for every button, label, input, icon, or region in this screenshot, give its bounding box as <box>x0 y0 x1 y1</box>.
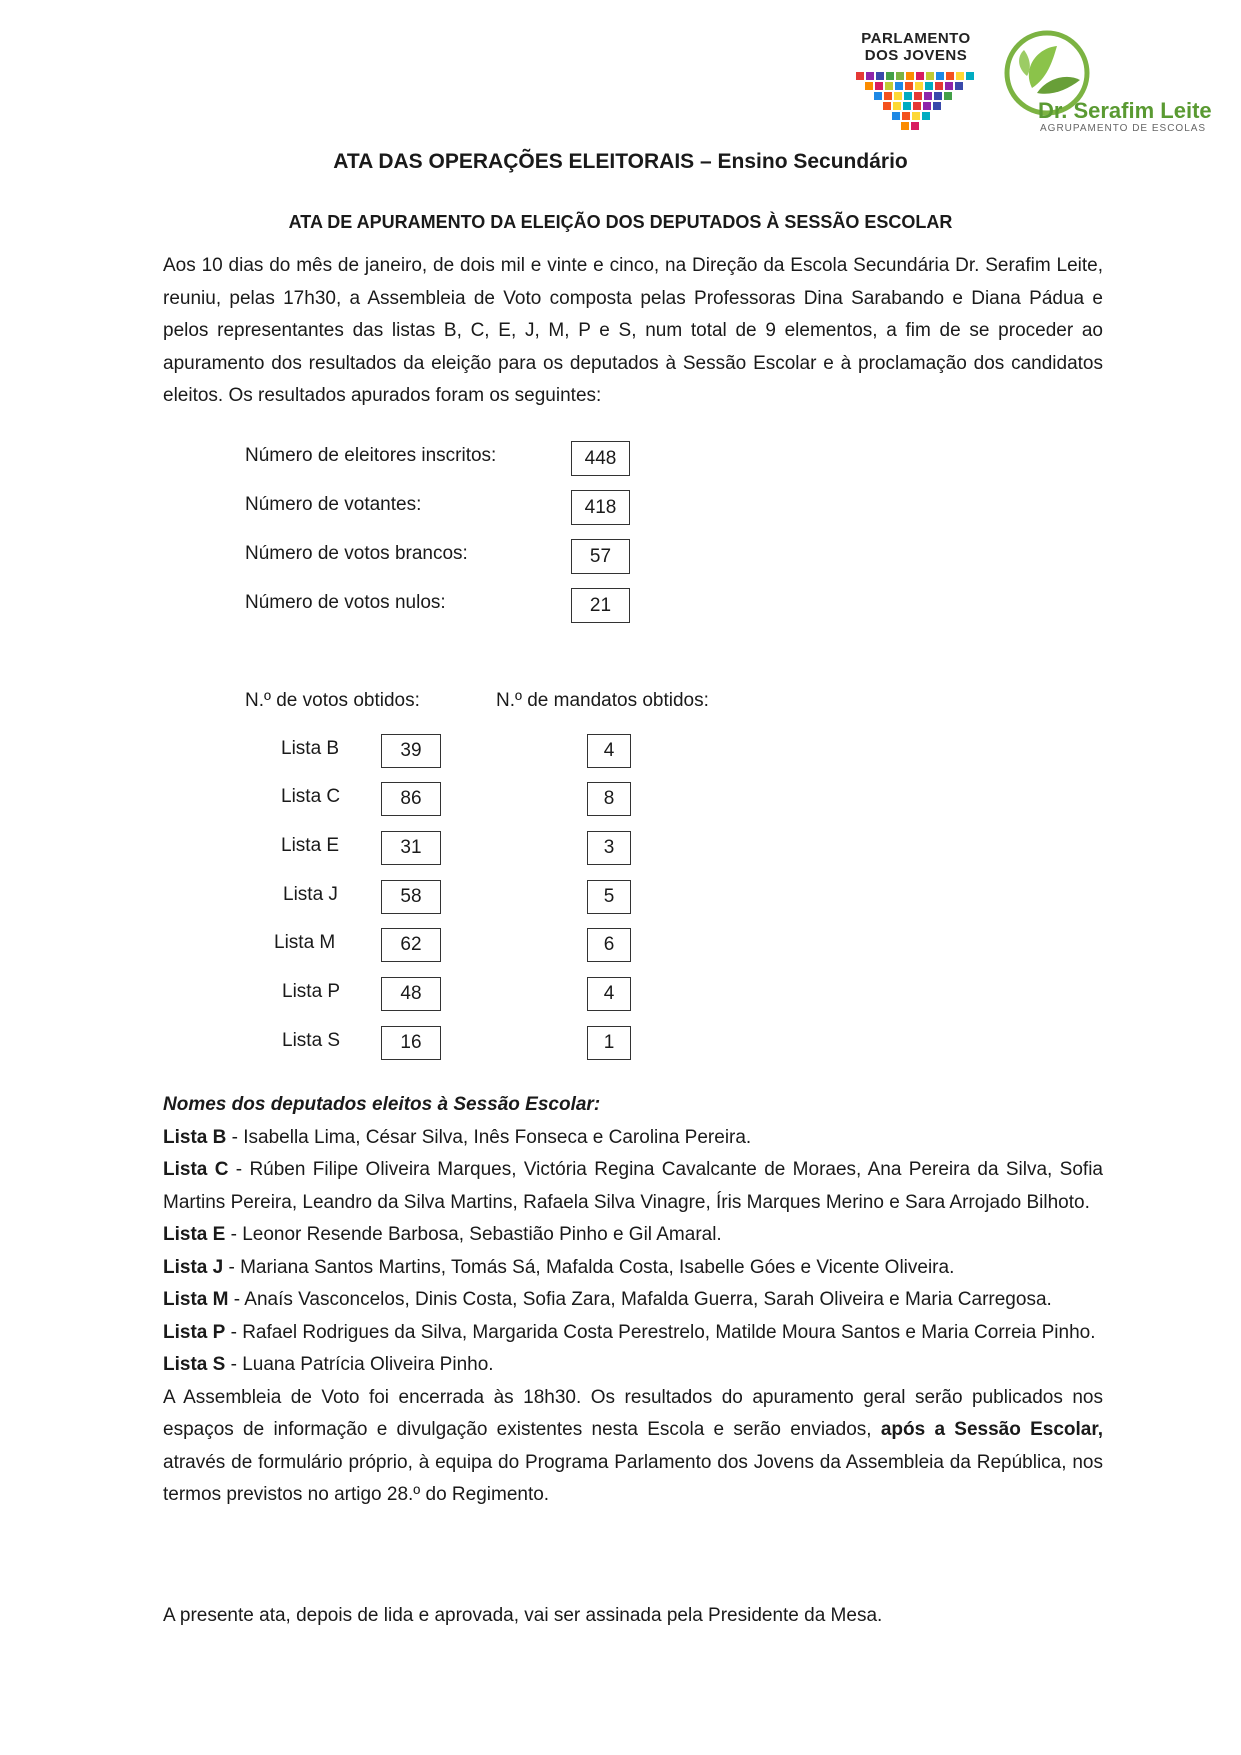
mosaic-tile <box>865 82 873 90</box>
total-label: Número de votos nulos: <box>245 592 446 613</box>
mandates-value: 4 <box>603 740 615 761</box>
list-label: Lista B <box>281 738 340 759</box>
document-subtitle: ATA DE APURAMENTO DA ELEIÇÃO DOS DEPUTADOS À SESSÃO ESCOLAR <box>288 212 953 232</box>
mosaic-tile <box>896 72 904 80</box>
total-value: 418 <box>584 497 617 518</box>
mosaic-tile <box>874 92 882 100</box>
closing-text-2: através de formulário próprio, à equipa do Programa Parlamento dos Jovens da Assembleia da República, nos termos previstos no artigo 28.º do Regimento. <box>163 1451 1103 1505</box>
mandates-value: 3 <box>603 837 615 858</box>
elected-list-label: Lista B <box>163 1126 227 1148</box>
mandates-box <box>587 734 631 768</box>
mosaic-tile <box>894 92 902 100</box>
mosaic-tile <box>926 72 934 80</box>
elected-list-item <box>163 1317 1103 1350</box>
elected-list-names: - Rúben Filipe Oliveira Marques, Victória Regina Cavalcante de Moraes, Ana Pereira da Silva, Sofia Martins Pereira, Leandro da Silva Martins, Rafaela Silva Vinagre, Íris Marques Merino e Sara Arrojado Bilhoto. <box>163 1159 1103 1213</box>
closing-text-1: A Assembleia de Voto foi encerrada às 18h30. Os resultados do apuramento geral serão publicados nos espaços de informação e divulgação existentes nesta Escola e serão enviados, <box>163 1386 1103 1440</box>
elected-list-item <box>163 1154 1103 1219</box>
elected-heading: Nomes dos deputados eleitos à Sessão Escolar: <box>163 1094 601 1115</box>
votes-value: 31 <box>400 837 422 858</box>
school-logo-name: Dr. Serafim Leite <box>1038 98 1212 123</box>
total-value: 21 <box>589 595 612 616</box>
total-label: Número de votos brancos: <box>245 543 468 564</box>
votes-box <box>381 734 441 768</box>
list-label: Lista M <box>274 932 336 953</box>
list-label: Lista C <box>281 786 341 807</box>
votes-box <box>381 977 441 1011</box>
elected-list-names: - Anaís Vasconcelos, Dinis Costa, Sofia Zara, Mafalda Guerra, Sarah Oliveira e Maria Carregosa. <box>228 1289 1052 1310</box>
mosaic-tile <box>884 92 892 100</box>
mandates-value: 5 <box>603 886 615 907</box>
mosaic-tile <box>936 72 944 80</box>
mosaic-tile <box>945 82 953 90</box>
total-value: 448 <box>584 448 617 469</box>
mosaic-tile <box>905 82 913 90</box>
pj-logo-line2: DOS JOVENS <box>864 47 968 64</box>
intro-paragraph: Aos 10 dias do mês de janeiro, de dois mil e vinte e cinco, na Direção da Escola Secundária Dr. Serafim Leite, reuniu, pelas 17h30, a Assembleia de Voto composta pelas Professoras Dina Sarabando e Diana Pádua e pelos representantes das listas B, C, E, J, M, P e S, num total de 9 elementos, a fim de se proceder ao apuramento dos resultados da eleição para os deputados à Sessão Escolar e à proclamação dos candidatos eleitos. Os resultados apurados foram os seguintes: <box>163 255 1103 406</box>
mandates-value: 6 <box>603 934 615 955</box>
mandates-box <box>587 831 631 865</box>
elected-list-label: Lista S <box>163 1354 226 1375</box>
total-value: 57 <box>589 546 612 567</box>
elected-list-names: - Luana Patrícia Oliveira Pinho. <box>225 1354 494 1375</box>
votes-value: 86 <box>400 788 422 809</box>
votes-box <box>381 1026 441 1060</box>
elected-list-label: Lista P <box>163 1321 226 1343</box>
pj-mosaic-icon <box>856 72 976 142</box>
votes-value: 58 <box>400 886 422 907</box>
elected-list-item <box>163 1252 1103 1285</box>
mosaic-tile <box>895 82 903 90</box>
mosaic-tile <box>925 82 933 90</box>
parlamento-jovens-logo <box>850 30 982 142</box>
mosaic-tile <box>886 72 894 80</box>
total-value-box <box>571 441 630 476</box>
mosaic-tile <box>915 82 923 90</box>
mosaic-tile <box>912 112 920 120</box>
mosaic-tile <box>934 92 942 100</box>
mosaic-tile <box>966 72 974 80</box>
mosaic-tile <box>935 82 943 90</box>
final-paragraph: A presente ata, depois de lida e aprovada, vai ser assinada pela Presidente da Mesa. <box>163 1605 883 1626</box>
mandates-box <box>587 977 631 1011</box>
elected-list-item <box>163 1349 1103 1382</box>
elected-list-label: Lista C <box>163 1159 229 1180</box>
mandates-value: 8 <box>603 788 615 809</box>
mandates-value: 4 <box>603 983 615 1004</box>
pj-logo-line1: PARLAMENTO <box>861 30 971 47</box>
mandates-box <box>587 1026 631 1060</box>
mandates-box <box>587 782 631 816</box>
closing-paragraph <box>163 1382 1103 1512</box>
school-logo-subtitle: AGRUPAMENTO DE ESCOLAS <box>1040 123 1207 134</box>
votes-box <box>381 782 441 816</box>
total-label: Número de votantes: <box>245 494 422 515</box>
mosaic-tile <box>922 112 930 120</box>
closing-text-bold: após a Sessão Escolar, <box>880 1419 1103 1440</box>
elected-list-item <box>163 1219 1103 1252</box>
votes-box <box>381 831 441 865</box>
mosaic-tile <box>906 72 914 80</box>
mosaic-tile <box>902 112 910 120</box>
elected-list-item <box>163 1122 1103 1155</box>
document-title: ATA DAS OPERAÇÕES ELEITORAIS – Ensino Secundário <box>333 150 908 173</box>
mosaic-tile <box>914 92 922 100</box>
mosaic-tile <box>955 82 963 90</box>
school-logo <box>1002 28 1212 138</box>
mosaic-tile <box>903 102 911 110</box>
elected-list-names: - Mariana Santos Martins, Tomás Sá, Mafalda Costa, Isabelle Góes e Vicente Oliveira. <box>223 1256 955 1278</box>
mosaic-tile <box>885 82 893 90</box>
mosaic-tile <box>876 72 884 80</box>
mandates-box <box>587 928 631 962</box>
elected-list-names: - Rafael Rodrigues da Silva, Margarida Costa Perestrelo, Matilde Moura Santos e Maria Correia Pinho. <box>225 1321 1096 1343</box>
votes-value: 62 <box>400 934 422 955</box>
mosaic-tile <box>904 92 912 100</box>
mosaic-tile <box>866 72 874 80</box>
list-label: Lista S <box>282 1030 341 1051</box>
votes-value: 16 <box>400 1032 422 1053</box>
total-value-box <box>571 588 630 623</box>
total-value-box <box>571 539 630 574</box>
mosaic-tile <box>892 112 900 120</box>
total-label: Número de eleitores inscritos: <box>245 445 497 466</box>
mandates-header: N.º de mandatos obtidos: <box>496 690 709 711</box>
mosaic-tile <box>923 102 931 110</box>
mosaic-tile <box>856 72 864 80</box>
votes-value: 39 <box>400 740 422 761</box>
mosaic-tile <box>893 102 901 110</box>
mosaic-tile <box>946 72 954 80</box>
mosaic-tile <box>883 102 891 110</box>
mosaic-tile <box>911 122 919 130</box>
elected-list-label: Lista J <box>163 1256 224 1278</box>
list-label: Lista J <box>283 884 338 905</box>
mosaic-tile <box>916 72 924 80</box>
mosaic-tile <box>913 102 921 110</box>
votes-box <box>381 928 441 962</box>
list-label: Lista P <box>282 981 341 1002</box>
total-value-box <box>571 490 630 525</box>
mosaic-tile <box>924 92 932 100</box>
mandates-value: 1 <box>603 1032 615 1053</box>
mosaic-tile <box>956 72 964 80</box>
elected-list-item <box>163 1284 1103 1317</box>
elected-list-names: - Leonor Resende Barbosa, Sebastião Pinho e Gil Amaral. <box>225 1224 722 1245</box>
mandates-box <box>587 880 631 914</box>
elected-list-label: Lista E <box>163 1224 226 1245</box>
list-label: Lista E <box>281 835 340 856</box>
elected-section <box>163 1089 1103 1512</box>
mosaic-tile <box>875 82 883 90</box>
elected-list-label: Lista M <box>163 1289 229 1310</box>
elected-list-names: - Isabella Lima, César Silva, Inês Fonseca e Carolina Pereira. <box>226 1126 752 1148</box>
mosaic-tile <box>933 102 941 110</box>
votes-box <box>381 880 441 914</box>
votes-value: 48 <box>400 983 422 1004</box>
mosaic-tile <box>901 122 909 130</box>
mosaic-tile <box>944 92 952 100</box>
votes-header: N.º de votos obtidos: <box>245 690 420 711</box>
